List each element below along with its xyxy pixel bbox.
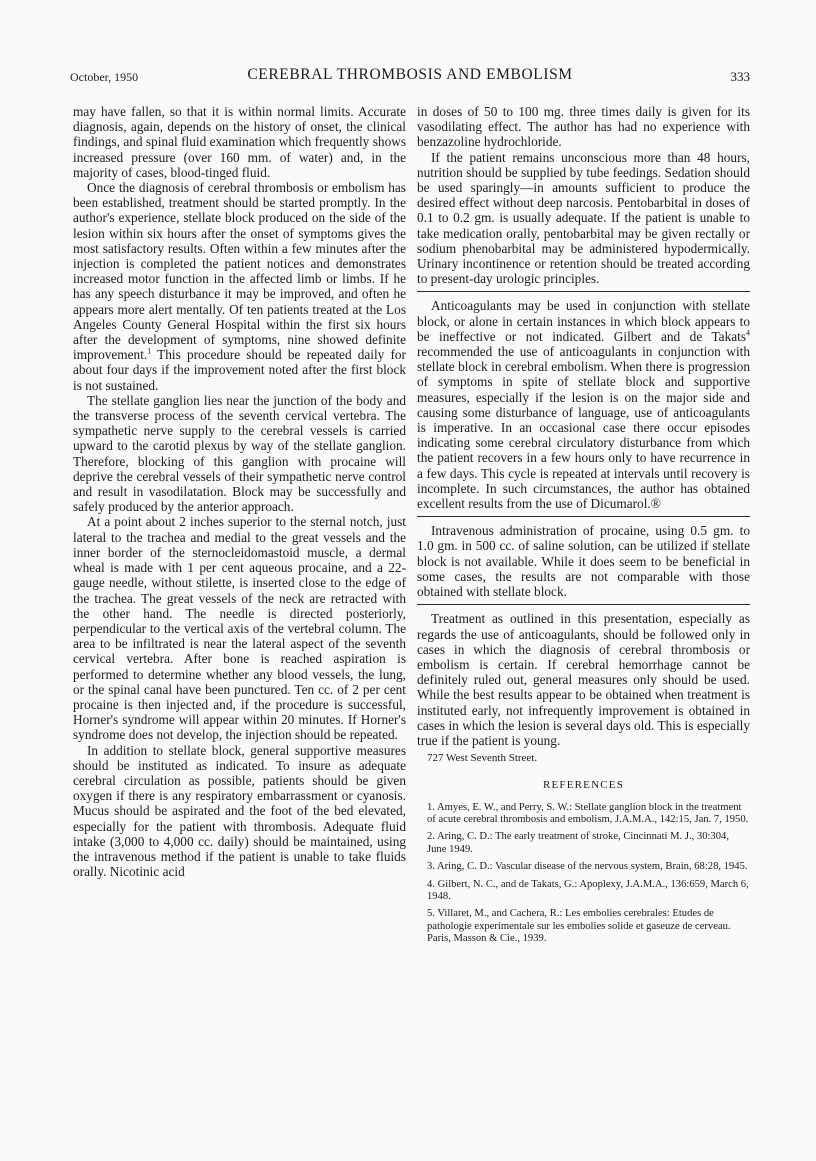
paragraph-unconscious-patient: If the patient remains unconscious more than 48 hours, nutrition should be supplied by tube feedings. Sedation should be used sparingly—in amounts sufficient to produce the desired effect without deep narcosis. Pentobarbital in doses of 0.1 to 0.2 gm. is usually adequate. If the patient is unable to take medication orally, pentobarbital may be given rectally or sodium phenobarbital may be administered hypodermically. Urinary incontinence or retention should be treated according to present-day urologic principles. <box>417 149 750 287</box>
paragraph-nicotinic-acid-continued: in doses of 50 to 100 mg. three times daily is given for its vasodilating effect. The author has had no experience with benzazoline hydrochloride. <box>417 104 750 150</box>
references-heading: REFERENCES <box>542 779 625 792</box>
issue-date: October, 1950 <box>70 70 139 84</box>
page-number: 333 <box>730 69 750 84</box>
text-run: This procedure should be repeated daily for about four days if the improvement noted after the first block is not sustained. <box>73 347 406 393</box>
paragraph-stellate-block-results <box>73 180 406 393</box>
author-address: 727 West Seventh Street. <box>427 752 538 765</box>
citation-4: 4 <box>746 328 750 338</box>
reference-item: 2. Aring, C. D.: The early treatment of stroke, Cincinnati M. J., 30:304, June 1949. <box>427 831 729 855</box>
reference-item: 3. Aring, C. D.: Vascular disease of the nervous system, Brain, 68:28, 1945. <box>427 861 748 873</box>
paragraph-supportive-measures: In addition to stellate block, general supportive measures should be instituted as indicated. To insure as adequate cerebral circulation as possible, patients should be given oxygen if there is any respiratory embarrassment or cyanosis. Mucus should be aspirated and the foot of the bed elevated, especially for the patient with thrombosis. Adequate fluid intake (3,000 to 4,000 cc. daily) should be maintained, using the intravenous method if the patient is unable to take fluids orally. Nicotinic acid <box>73 742 406 880</box>
reference-item: 1. Amyes, E. W., and Perry, S. W.: Stellate ganglion block in the treatment of acute cerebral thrombosis and embolism, J.A.M.A., 142:15, Jan. 7, 1950. <box>427 801 749 825</box>
section-divider <box>417 291 750 292</box>
text-run: recommended the use of anticoagulants in conjunction with stellate block in cerebral embolism. When there is progression of symptoms in spite of stellate block and supportive measures, especially if the lesion is on the major side and causing some disturbance of language, use of anticoagulants is imperative. In an occasional case there occur episodes indicating some cerebral circulatory disturbance from which the patient recovers in a few hours only to have recurrence in a few days. This cycle is repeated at intervals until recovery is incomplete. In such circumstances, the author has obtained excellent results from the use of Dicumarol. <box>417 344 750 512</box>
paragraph-intravenous-procaine: Intravenous administration of procaine, using 0.5 gm. to 1.0 gm. in 500 cc. of saline solution, can be utilized if stellate block is not available. While it does seem to be beneficial in some cases, the results are not comparable with those obtained with stellate block. <box>417 523 750 600</box>
citation-1: 1 <box>147 346 152 356</box>
text-run: Anticoagulants may be used in conjunction with stellate block, or alone in certain instances in which block appears to be ineffective or not indicated. Gilbert and de Takats <box>417 298 750 344</box>
paragraph-stellate-ganglion-anatomy: The stellate ganglion lies near the junction of the body and the transverse process of the seventh cervical vertebra. The sympathetic nerve supply to the cerebral vessels is carried upward to the carotid plexus by way of the stellate ganglion. Therefore, blocking of this ganglion with procaine will deprive the cerebral vessels of their sympathetic nerve control and result in vasodilatation. Block may be successfully and safely produced by the anterior approach. <box>73 392 406 515</box>
text-run: Once the diagnosis of cerebral thrombosis or embolism has been established, treatment should be started promptly. In the author's experience, stellate block produced on the side of the lesion within six hours after the onset of symptoms gives the most satisfactory results. Often within a few minutes after the injection is completed the patient notices and demonstrates increased motor function in the affected limb or limbs. If he has any speech disturbance it may be improved, and often he appears more alert mentally. Of ten patients treated at the Los Angeles County General Hospital within the first six hours after the development of symptoms, nine showed definite improvement. <box>73 180 406 363</box>
registered-mark: ® <box>650 496 661 512</box>
section-divider <box>417 516 750 517</box>
left-column <box>73 104 406 879</box>
paragraph-block-technique: At a point about 2 inches superior to the sternal notch, just lateral to the trachea and medial to the great vessels and the inner border of the sternocleidomastoid muscle, a dermal wheal is made with 1 per cent aqueous procaine, and a 22-gauge needle, without stilette, is inserted close to the edge of the trachea. The great vessels of the neck are retracted with the other hand. The needle is directed posteriorly, perpendicular to the vertical axis of the vertebral column. The area to be infiltrated is near the lateral aspect of the seventh cervical vertebra. After bone is reached aspiration is performed to determine whether any blood vessels, the lung, or the spinal canal have been punctured. Ten cc. of 2 per cent procaine is then injected and, if the procedure is successful, Horner's syndrome will appear within 20 minutes. If Horner's syndrome does not develop, the injection should be repeated. <box>73 514 406 743</box>
section-divider <box>417 604 750 605</box>
paragraph-diagnosis-continued: may have fallen, so that it is within normal limits. Accurate diagnosis, again, depends on the history of onset, the clinical findings, and spinal fluid examination which frequently shows increased pressure (over 160 mm. of water) and, in the majority of cases, blood-tinged fluid. <box>73 104 406 180</box>
right-column <box>417 104 750 951</box>
running-title: CEREBRAL THROMBOSIS AND EMBOLISM <box>247 66 573 83</box>
reference-item: 4. Gilbert, N. C., and de Takats, G.: Apoplexy, J.A.M.A., 136:659, March 6, 1948. <box>427 878 749 902</box>
paragraph-anticoagulants <box>417 298 750 511</box>
running-header <box>70 66 750 88</box>
reference-list <box>417 802 750 946</box>
reference-item: 5. Villaret, M., and Cachera, R.: Les embolies cerebrales: Etudes de pathologie experimentale sur les embolies solide et gaseuze de cerveau. Paris, Masson & Cie., 1939. <box>427 908 731 945</box>
paragraph-treatment-summary: Treatment as outlined in this presentation, especially as regards the use of anticoagulants, should be followed only in cases in which the diagnosis of cerebral thrombosis or embolism is certain. If cerebral hemorrhage cannot be definitely ruled out, general measures only should be used. While the best results appear to be obtained when treatment is instituted early, not infrequently improvement is obtained in cases in which the lesion is several days old. This is especially true if the patient is young. <box>417 611 750 748</box>
